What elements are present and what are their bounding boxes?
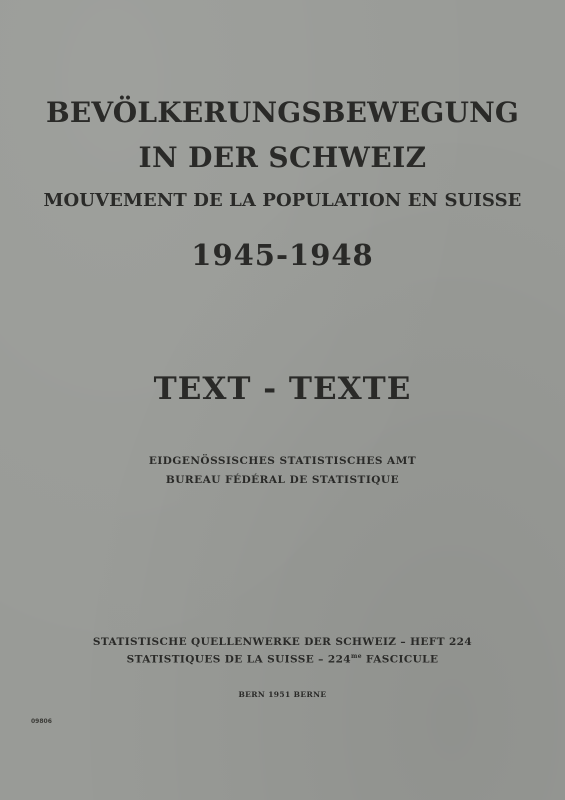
series-german: STATISTISCHE QUELLENWERKE DER SCHWEIZ – HEFT 224: [92, 636, 473, 648]
series-french-superscript: me: [351, 653, 362, 660]
publisher-french: BUREAU FÉDÉRAL DE STATISTIQUE: [165, 474, 400, 486]
place-date: BERN 1951 BERNE: [238, 690, 327, 699]
series-french-suffix: FASCICULE: [361, 653, 439, 666]
title-german-line1: BEVÖLKERUNGSBEWEGUNG: [45, 96, 520, 129]
years: 1945-1948: [191, 238, 374, 272]
series-french-prefix: STATISTIQUES DE LA SUISSE – 224: [126, 653, 351, 666]
section-title: TEXT - TEXTE: [153, 371, 412, 407]
title-german-line2: IN DER SCHWEIZ: [138, 141, 427, 174]
series-french: [0, 653, 565, 666]
title-french: MOUVEMENT DE LA POPULATION EN SUISSE: [43, 190, 522, 211]
publisher-german: EIDGENÖSSISCHES STATISTISCHES AMT: [148, 455, 417, 467]
catalog-stamp: 09806: [31, 718, 52, 725]
